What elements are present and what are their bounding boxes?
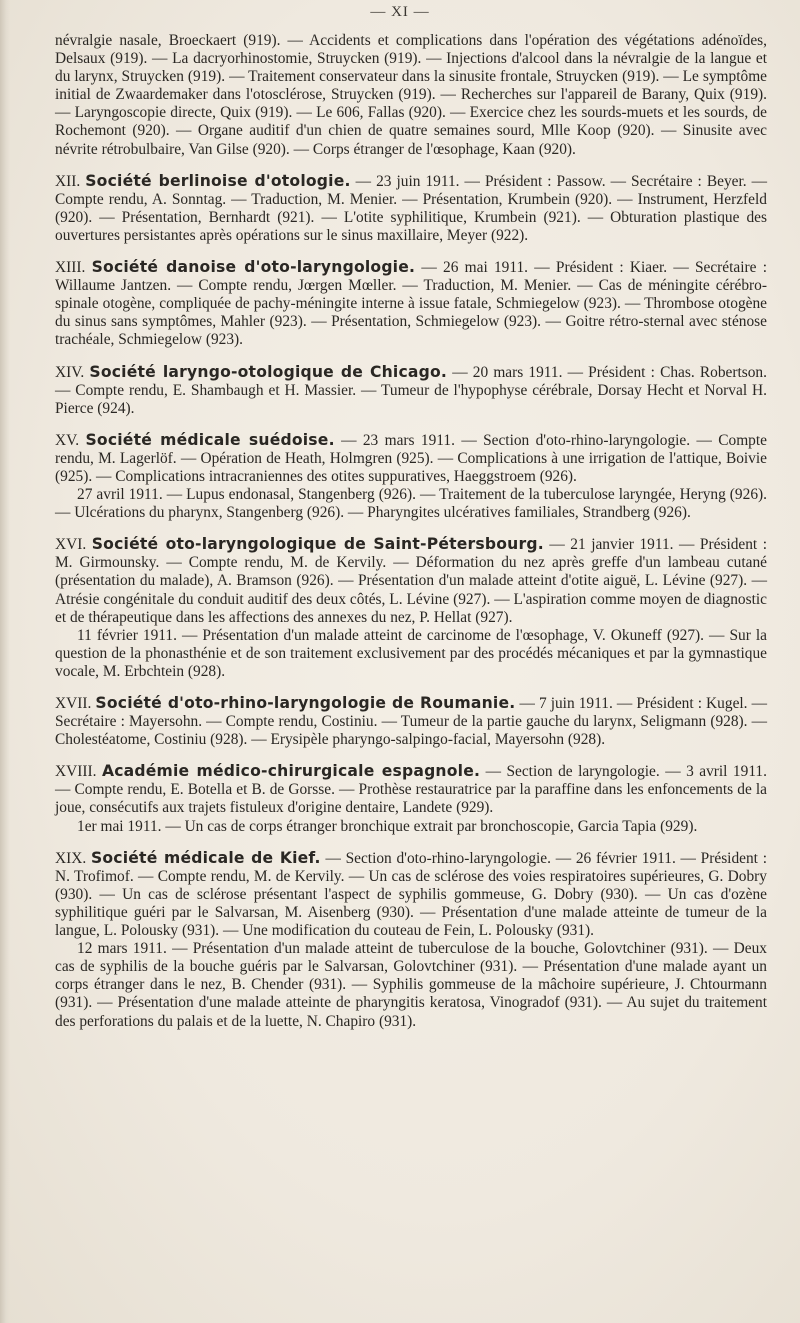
section-paragraph <box>55 258 767 349</box>
society-section <box>55 694 767 749</box>
section-title: Société oto-laryngologique de Saint-Pétersbourg. <box>91 535 544 554</box>
page-content <box>55 32 767 1044</box>
page-number: — XI — <box>370 4 430 20</box>
section-numeral: XVI. <box>55 536 87 554</box>
section-title: Société laryngo-otologique de Chicago. <box>89 362 448 381</box>
section-body: — 23 mars 1911. — Section d'oto-rhino-laryngologie. — Compte rendu, M. Lagerlöf. — Opération de Heath, Holmgren (925). — Complications à une irrigation de l'attique, Boivie (925). — Complications intracraniennes des otites suppuratives, Haeggstroem (926). <box>55 431 767 485</box>
section-body: — Section d'oto-rhino-laryngologie. — 26 février 1911. — Président : N. Trofimof. — Compte rendu, M. de Kervily. — Un cas de sclérose des voies respiratoires supérieures, G. Dobry (930). — Un cas de sclérose présentant l'aspect de syphilis gommeuse, G. Dobry (930). — Un cas d'ozène syphilitique guéri par le Salvarsan, M. Aisenberg (930). — Présentation d'une malade atteinte de tumeur de la langue, L. Polousky (931). — Une modification du couteau de Fein, L. Polousky (931). <box>55 849 767 940</box>
section-numeral: XII. <box>55 172 81 190</box>
society-section <box>55 535 767 681</box>
page-binding-edge <box>0 0 10 1323</box>
section-body: — 26 mai 1911. — Président : Kiaer. — Secrétaire : Willaume Jantzen. — Compte rendu, Jœrgen Mœller. — Traduction, M. Menier. — Cas de méningite cérébro-spinale otogène, compliquée de pachy-méningite interne à issue fatale, Schmiegelow (923). — Thrombose otogène du sinus sans symptômes, Mahler (923). — Présentation, Schmiegelow (923). — Goitre rétro-sternal avec sténose trachéale, Schmiegelow (923). <box>55 259 767 349</box>
intro-paragraph: névralgie nasale, Broeckaert (919). — Accidents et complications dans l'opération des végétations adénoïdes, Delsaux (919). — La dacryorhinostomie, Struycken (919). — Injections d'alcool dans la névralgie de la langue et du larynx, Struycken (919). — Traitement conservateur dans la sinusite frontale, Struycken (919). — Le symptôme initial de Zwaardemaker dans l'otosclérose, Struycken (919). — Recherches sur l'appareil de Barany, Quix (919). — Laryngoscopie directe, Quix (919). — Le 606, Fallas (920). — Exercice chez les sourds-muets et les sourds, de Rochemont (920). — Organe auditif d'un chien de quatre semaines sourd, Mlle Koop (920). — Sinusite avec névrite rétrobulbaire, Van Gilse (920). — Corps étranger de l'œsophage, Kaan (920). <box>55 32 767 158</box>
section-paragraph <box>55 363 767 418</box>
section-paragraph <box>55 535 767 626</box>
society-section <box>55 363 767 418</box>
section-numeral: XIX. <box>55 849 87 867</box>
section-paragraph <box>55 762 767 817</box>
session-paragraph: 1er mai 1911. — Un cas de corps étranger bronchique extrait par bronchoscopie, Garcia Tapia (929). <box>77 817 698 835</box>
section-body: — Section de laryngologie. — 3 avril 1911. — Compte rendu, E. Botella et B. de Gorsse. — Prothèse restauratrice par la paraffine dans les enfoncements de la joue, consécutifs aux trajets fistuleux d'origine dentaire, Landete (929). <box>55 763 767 817</box>
section-body: — 20 mars 1911. — Président : Chas. Robertson. — Compte rendu, E. Shambaugh et H. Massier. — Tumeur de l'hypophyse cérébrale, Dorsay Hecht et Norval H. Pierce (924). <box>55 363 767 417</box>
session-paragraph: 12 mars 1911. — Présentation d'un malade atteint de tuberculose de la bouche, Golovtchiner (931). — Deux cas de syphilis de la bouche guéris par le Salvarsan, Golovtchiner (931). — Présentation d'une malade ayant un corps étranger dans le nez, B. Chender (931). — Syphilis gommeuse de la mâchoire supérieure, J. Chtourmann (931). — Présentation d'une malade atteinte de pharyngitis keratosa, Vinogradof (931). — Au sujet du traitement des perforations du palais et de la luette, N. Chapiro (931). <box>55 940 767 1030</box>
section-paragraph <box>55 849 767 940</box>
section-body: — 21 janvier 1911. — Président : M. Girmounsky. — Compte rendu, M. de Kervily. — Déformation du nez après greffe d'un lambeau cutané (présentation du malade), A. Bramson (926). — Présentation d'un malade atteint d'otite aiguë, L. Lévine (927). — Atrésie congénitale du conduit auditif des deux côtés, L. Lévine (927). — L'aspiration comme moyen de diagnostic et de thérapeutique dans les affections des annexes du nez, P. Hellat (927). <box>55 536 768 626</box>
section-title: Société médicale de Kief. <box>90 848 321 867</box>
section-paragraph <box>55 172 767 245</box>
section-numeral: XVIII. <box>55 763 97 781</box>
section-title: Société d'oto-rhino-laryngologie de Roumanie. <box>95 694 516 712</box>
society-section <box>55 172 767 245</box>
society-sections <box>55 172 767 1031</box>
section-title: Académie médico-chirurgicale espagnole. <box>101 762 481 781</box>
section-title: Société berlinoise d'otologie. <box>85 171 351 190</box>
session-paragraph: 11 février 1911. — Présentation d'un malade atteint de carcinome de l'œsophage, V. Okuneff (927). — Sur la question de la phonasthénie et de son traitement exclusivement par des procédés mécaniques et par la gymnastique vocale, M. Erbchtein (928). <box>55 626 767 680</box>
section-title: Société danoise d'oto-laryngologie. <box>91 258 416 277</box>
session-paragraph: 27 avril 1911. — Lupus endonasal, Stangenberg (926). — Traitement de la tuberculose laryngée, Heryng (926). — Ulcérations du pharynx, Stangenberg (926). — Pharyngites ulcératives familiales, Strandberg (926). <box>55 486 767 522</box>
section-numeral: XV. <box>55 431 80 449</box>
section-paragraph <box>55 694 767 749</box>
intro-paragraph-block <box>55 32 767 159</box>
section-body: — 23 juin 1911. — Président : Passow. — Secrétaire : Beyer. — Compte rendu, A. Sonntag. — Traduction, M. Menier. — Présentation, Krumbein (920). — Instrument, Herzfeld (920). — Présentation, Bernhardt (921). — L'otite syphilitique, Krumbein (921). — Obturation plastique des ouvertures persistantes après opérations sur le sinus maxillaire, Meyer (922). <box>55 172 768 244</box>
society-section <box>55 431 767 522</box>
society-section <box>55 849 767 1031</box>
society-section <box>55 258 767 349</box>
section-paragraph <box>55 431 767 486</box>
section-body: — 7 juin 1911. — Président : Kugel. — Secrétaire : Mayersohn. — Compte rendu, Costiniu. — Tumeur de la partie gauche du larynx, Seligmann (928). — Cholestéatome, Costiniu (928). — Erysipèle pharyngo-salpingo-facial, Mayersohn (928). <box>55 695 767 749</box>
society-section <box>55 762 767 835</box>
section-numeral: XIV. <box>55 363 85 381</box>
section-numeral: XIII. <box>55 259 86 277</box>
section-numeral: XVII. <box>55 695 92 712</box>
section-title: Société médicale suédoise. <box>85 430 335 449</box>
